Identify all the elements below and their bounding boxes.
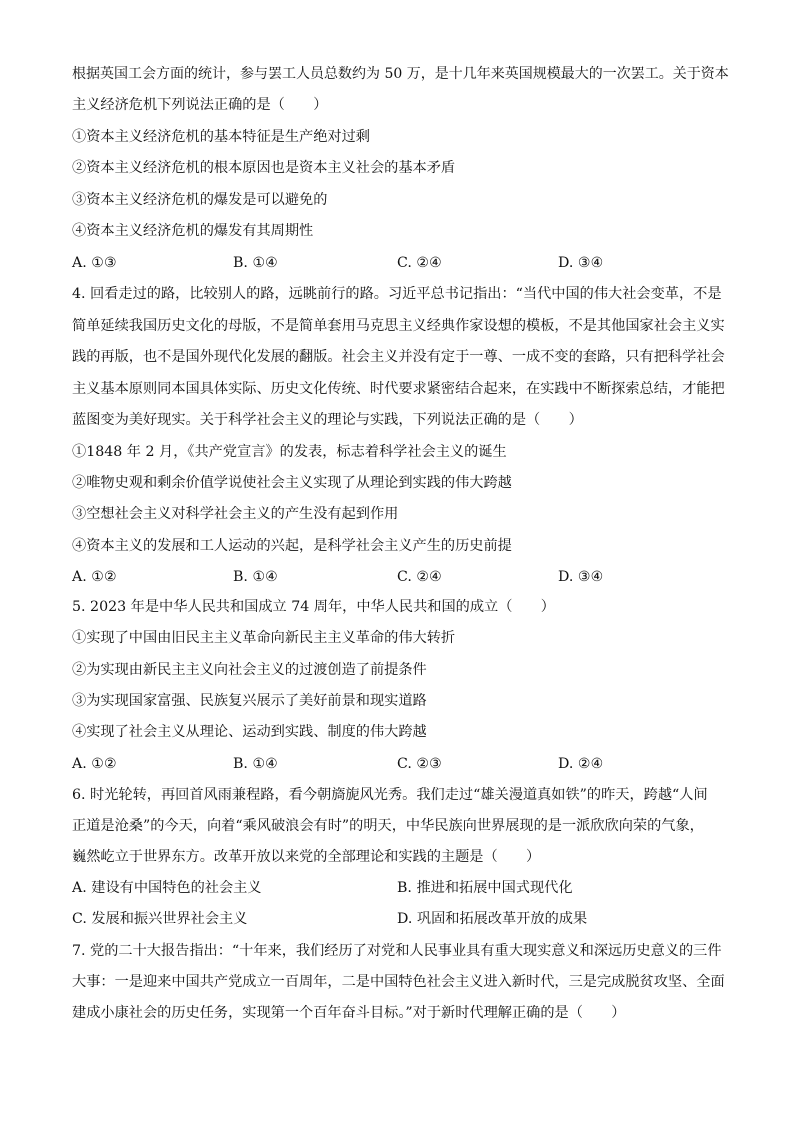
q3-statement-3: ③资本主义经济危机的爆发是可以避免的: [72, 192, 328, 208]
q3-stem-line: 根据英国工会方面的统计，参与罢工人员总数约为 50 万，是十几年来英国规模最大的一次罢工。关于资本: [72, 66, 729, 82]
q6-option-a: A. 建设有中国特色的社会主义: [72, 880, 262, 896]
q5-option-c: C. ②③: [397, 756, 442, 772]
q6-stem-line: 正道是沧桑”的今天，向着“乘风破浪会有时”的明天，中华民族向世界展现的是一派欣欣向荣的气象，: [72, 818, 704, 834]
q3-option-c: C. ②④: [397, 255, 442, 271]
q6-option-b: B. 推进和拓展中国式现代化: [397, 880, 573, 896]
q4-option-b: B. ①④: [233, 569, 278, 585]
q7-stem-line: 建成小康社会的历史任务，实现第一个百年奋斗目标。”对于新时代理解正确的是（ ）: [72, 1005, 626, 1021]
q5-statement-1: ①实现了中国由旧民主主义革命向新民主主义革命的伟大转折: [72, 630, 456, 646]
q5-statement-4: ④实现了社会主义从理论、运动到实践、制度的伟大跨越: [72, 724, 427, 740]
q5-stem-line: 5. 2023 年是中华人民共和国成立 74 周年，中华人民共和国的成立（ ）: [72, 599, 555, 615]
q4-statement-2: ②唯物史观和剩余价值学说使社会主义实现了从理论到实践的伟大跨越: [72, 475, 512, 491]
q5-option-a: A. ①②: [72, 756, 117, 772]
q4-stem-line: 简单延续我国历史文化的母版，不是简单套用马克思主义经典作家设想的模板，不是其他国家社会主义实: [72, 318, 725, 334]
q4-stem-line: 主义基本原则同本国具体实际、历史文化传统、时代要求紧密结合起来，在实践中不断探索总结，才能把: [72, 381, 725, 397]
q4-option-a: A. ①②: [72, 569, 117, 585]
q3-stem-line: 主义经济危机下列说法正确的是（ ）: [72, 97, 328, 113]
q4-stem-line: 蓝图变为美好现实。关于科学社会主义的理论与实践，下列说法正确的是（ ）: [72, 412, 583, 428]
q5-statement-3: ③为实现国家富强、民族复兴展示了美好前景和现实道路: [72, 693, 427, 709]
q4-statement-3: ③空想社会主义对科学社会主义的产生没有起到作用: [72, 506, 399, 522]
q3-statement-4: ④资本主义经济危机的爆发有其周期性: [72, 223, 314, 239]
q4-stem-line: 4. 回看走过的路，比较别人的路，远眺前行的路。习近平总书记指出：“当代中国的伟大社会变革，不是: [72, 286, 722, 302]
q5-statement-2: ②为实现由新民主主义向社会主义的过渡创造了前提条件: [72, 662, 427, 678]
q3-option-d: D. ③④: [558, 255, 604, 271]
q3-option-a: A. ①③: [72, 255, 117, 271]
q3-statement-2: ②资本主义经济危机的根本原因也是资本主义社会的基本矛盾: [72, 160, 456, 176]
q4-statement-4: ④资本主义的发展和工人运动的兴起，是科学社会主义产生的历史前提: [72, 538, 512, 554]
q4-option-d: D. ③④: [558, 569, 604, 585]
q5-option-b: B. ①④: [233, 756, 278, 772]
q5-option-d: D. ②④: [558, 756, 604, 772]
q7-stem-line: 大事：一是迎来中国共产党成立一百周年，二是中国特色社会主义进入新时代，三是完成脱贫攻坚、全面: [72, 974, 725, 990]
q7-stem-line: 7. 党的二十大报告指出：“十年来，我们经历了对党和人民事业具有重大现实意义和深远历史意义的三件: [72, 943, 722, 959]
q6-stem-line: 6. 时光轮转，再回首风雨兼程路，看今朝旖旎风光秀。我们走过“雄关漫道真如铁”的昨天，跨越“人间: [72, 787, 708, 803]
q3-statement-1: ①资本主义经济危机的基本特征是生产绝对过剩: [72, 129, 370, 145]
q6-stem-line: 巍然屹立于世界东方。改革开放以来党的全部理论和实践的主题是（ ）: [72, 849, 541, 865]
q6-option-c: C. 发展和振兴世界社会主义: [72, 911, 248, 927]
q4-option-c: C. ②④: [397, 569, 442, 585]
q4-statement-1: ①1848 年 2 月，《共产党宣言》的发表，标志着科学社会主义的诞生: [72, 444, 507, 460]
q3-option-b: B. ①④: [233, 255, 278, 271]
q4-stem-line: 践的再版，也不是国外现代化发展的翻版。社会主义并没有定于一尊、一成不变的套路，只有把科学社会: [72, 349, 725, 365]
q6-option-d: D. 巩固和拓展改革开放的成果: [397, 911, 588, 927]
